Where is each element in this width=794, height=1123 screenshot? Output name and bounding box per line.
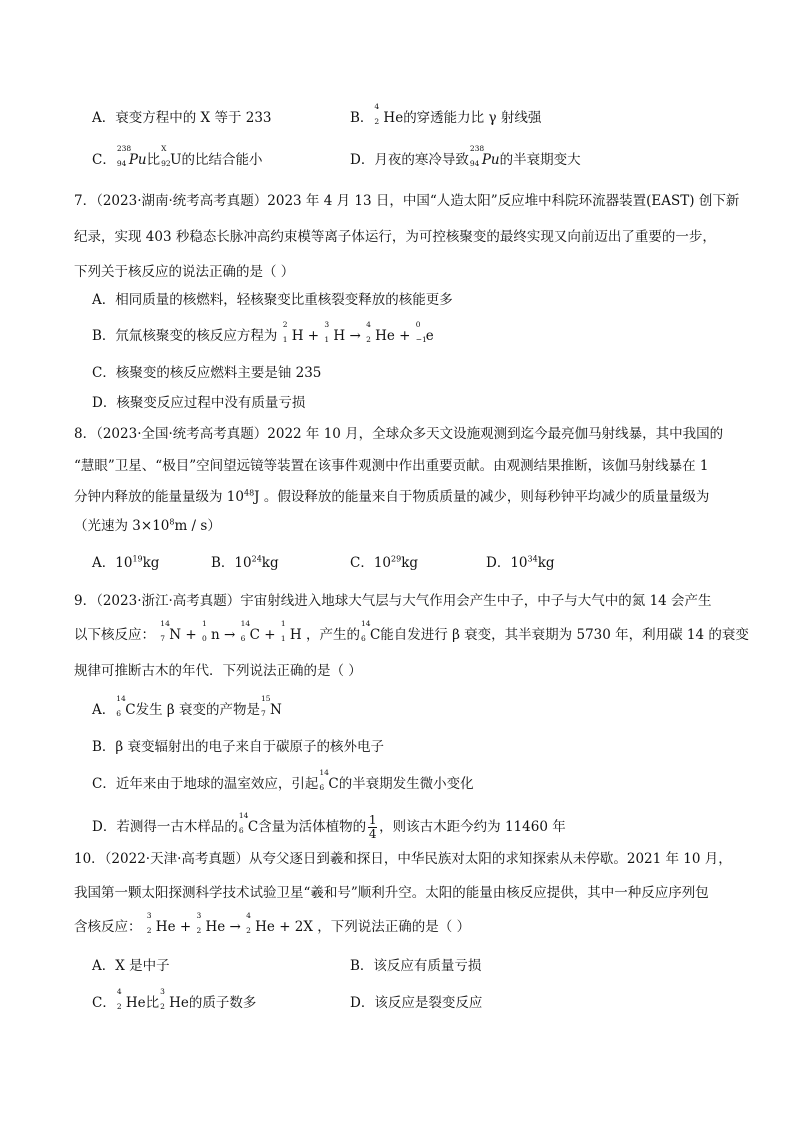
q7-option-b: B．氘氚核聚变的核反应方程为 2 1 H + 3 1 H → 4 2 He + 0 −1 e — [92, 320, 434, 344]
q6-option-d: D．月夜的寒冷导致 238 94 Pu的半衰期变大 — [350, 144, 581, 168]
q10-equation: 3 2 He + 3 2 He → 4 2 He + 2X — [146, 911, 318, 935]
q7-stem-line2: 纪录，实现 403 秒稳态长脉冲高约束模等离子体运行，为可控核聚变的最终实现又向前迈出了重要的一步， — [74, 229, 716, 245]
q8-option-a: A．$10^{19}kg$ — [92, 554, 160, 571]
q9-option-d: D．若测得一古木样品的 14 6 C含量为活体植物的 $\frac{1}{4}$ ，则该古木距今约为 11460 年 — [92, 811, 566, 841]
q8-option-c: C．$10^{29}kg$ — [350, 554, 419, 571]
q8-option-d: D．$10^{34}kg$ — [486, 554, 555, 571]
q9-stem-line3: 规律可推断古木的年代．下列说法正确的是（ ） — [74, 663, 362, 679]
q10-option-a: A．X 是中子 — [92, 958, 170, 974]
q10-option-c: C． 4 2 He比 3 2 He的质子数多 — [92, 987, 257, 1011]
q10-stem-line1: 10．（2022·天津·高考真题）从夸父逐日到羲和探日，中华民族对太阳的求知探索从未停歇。2021 年 10 月， — [74, 851, 732, 867]
q9-option-c: C．近年来由于地球的温室效应，引起 14 6 C的半衰期发生微小变化 — [92, 768, 474, 792]
q6-option-a: A．衰变方程中的 X 等于 233 — [92, 110, 272, 126]
q10-option-d: D．该反应是裂变反应 — [350, 995, 483, 1011]
fraction-one-quarter: $\frac{1}{4}$ — [368, 813, 377, 841]
q7-stem-line3: 下列关于核反应的说法正确的是（ ） — [74, 264, 295, 280]
q10-stem-line2: 我国第一颗太阳探测科学技术试验卫星“羲和号”顺利升空。太阳的能量由核反应提供，其中一种反应序列包 — [74, 885, 709, 901]
q8-stem-line1: 8．（2023·全国·统考高考真题）2022 年 10 月，全球众多天文设施观测到迄今最亮伽马射线暴，其中我国的 — [74, 426, 724, 442]
q7-option-d: D．核聚变反应过程中没有质量亏损 — [92, 395, 306, 411]
q8-stem-line4: （光速为 $3\times 10^8m / s$） — [74, 517, 221, 534]
q7-option-c: C．核聚变的核反应燃料主要是铀 235 — [92, 365, 322, 381]
q8-stem-line3: 分钟内释放的能量量级为 $10^{48}J$ 。假设释放的能量来自于物质质量的减少，则每秒钟平均减少的质量量级为 — [74, 488, 710, 505]
q9-stem-line1: 9．（2023·浙江·高考真题）宇宙射线进入地球大气层与大气作用会产生中子，中子与大气中的氮 14 会产生 — [74, 593, 712, 609]
q6-option-b: B． 4 2 He的穿透能力比 γ 射线强 — [350, 102, 542, 126]
q9-equation: 14 7 N + 1 0 n → 14 6 C + 1 1 H — [160, 619, 302, 643]
q9-option-b: B．β 衰变辐射出的电子来自于碳原子的核外电子 — [92, 739, 385, 755]
q10-option-b: B．该反应有质量亏损 — [350, 958, 482, 974]
q9-option-a: A． 14 6 C发生 β 衰变的产物是 15 7 N — [92, 694, 282, 718]
q7-equation: 2 1 H + 3 1 H → 4 2 He + 0 −1 e — [282, 320, 434, 344]
q7-stem-line1: 7．（2023·湖南·统考高考真题）2023 年 4 月 13 日，中国“人造太阳”反应堆中科院环流器装置(EAST) 创下新 — [74, 193, 740, 209]
q7-option-a: A．相同质量的核燃料，轻核聚变比重核裂变释放的核能更多 — [92, 292, 453, 308]
q9-stem-line2: 以下核反应： 14 7 N + 1 0 n → 14 6 C + 1 1 H ，产生的 14 6 C能自发进行 β 衰变，其半衰期为 5730 年，利用碳 14 的衰变 — [74, 619, 749, 643]
q8-option-b: B．$10^{24}kg$ — [211, 554, 279, 571]
q10-stem-line3: 含核反应： 3 2 He + 3 2 He → 4 2 He + 2X ，下列说法正确的是（ ） — [74, 911, 471, 935]
q6-option-c: C． 238 94 Pu比 X 92 U的比结合能小 — [92, 144, 263, 168]
q8-stem-line2: “慧眼”卫星、“极目”空间望远镜等装置在该事件观测中作出重要贡献。由观测结果推断，该伽马射线暴在 1 — [74, 458, 709, 474]
